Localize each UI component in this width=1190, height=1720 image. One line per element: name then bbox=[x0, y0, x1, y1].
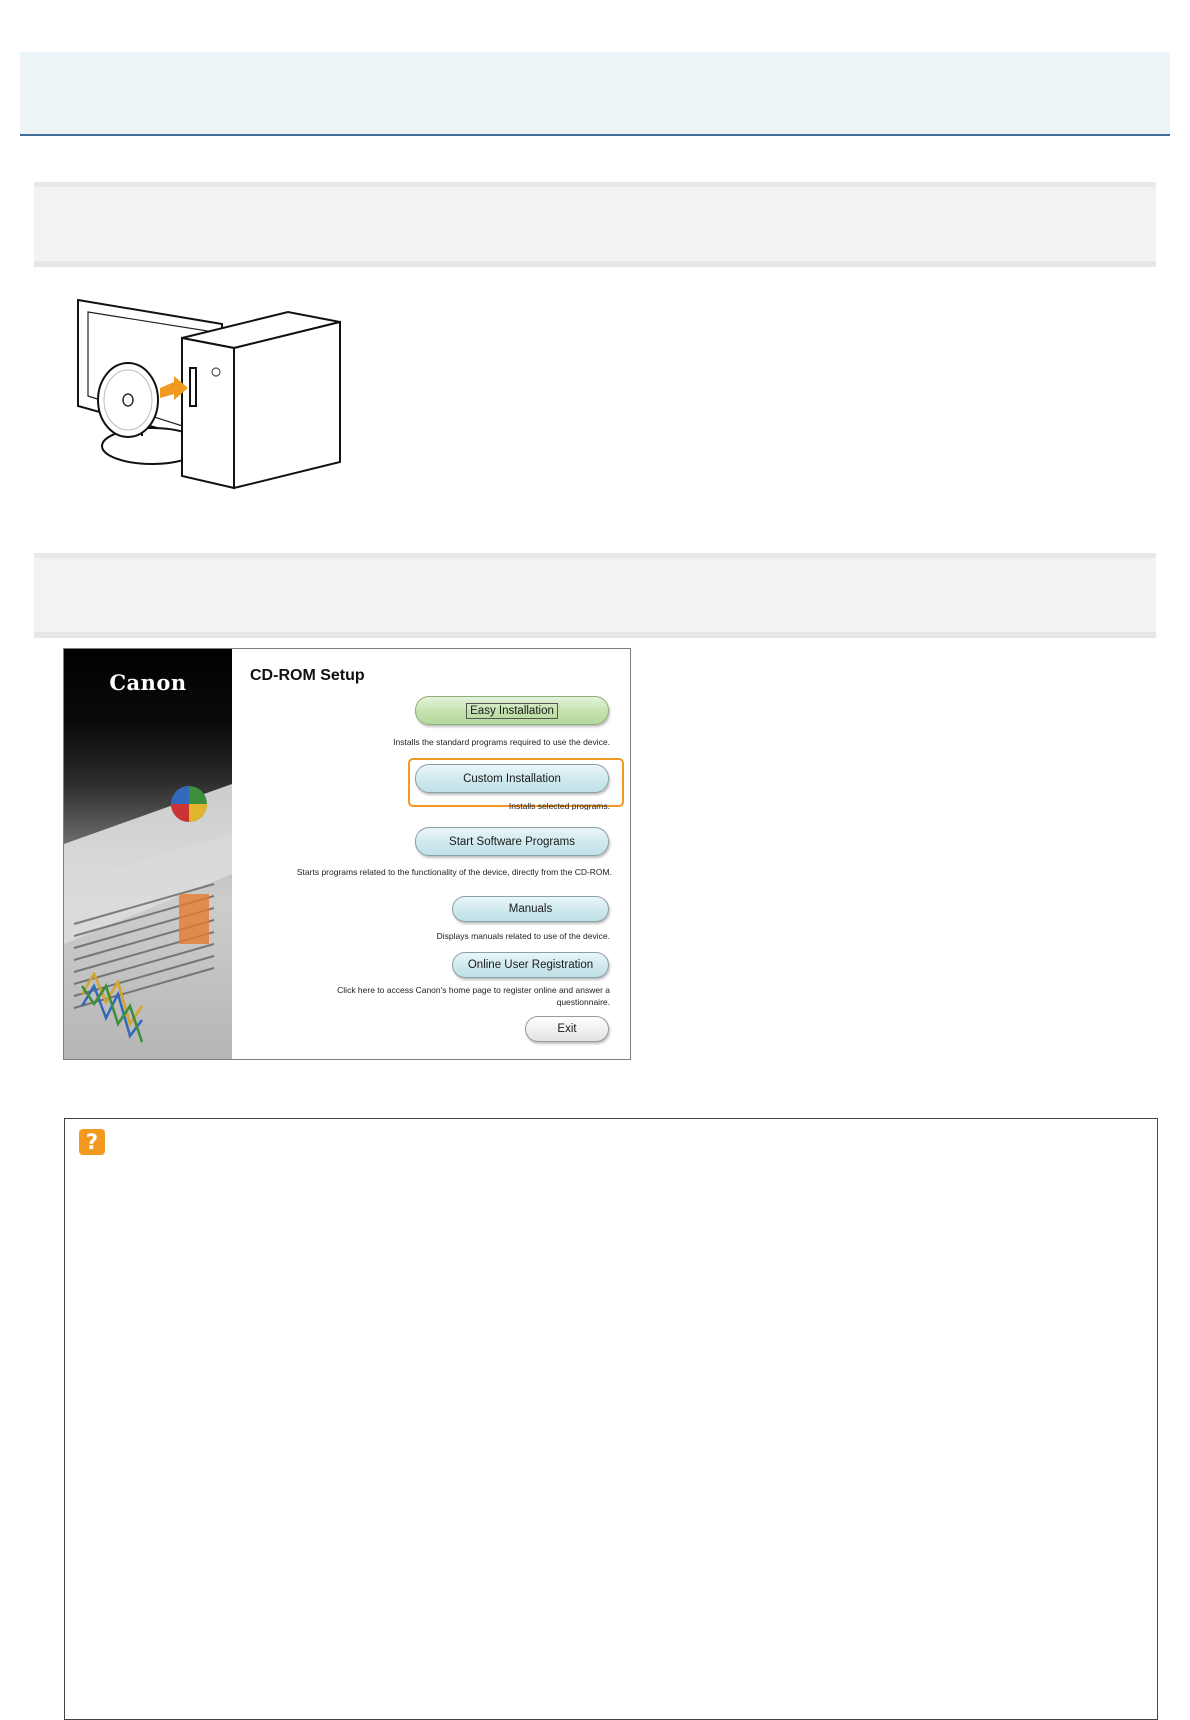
canon-logo: Canon bbox=[109, 670, 187, 695]
easy-installation-button[interactable] bbox=[415, 696, 609, 725]
exit-button[interactable]: Exit bbox=[525, 1016, 609, 1042]
setup-title: CD-ROM Setup bbox=[250, 667, 365, 684]
setup-side-panel bbox=[64, 649, 232, 1059]
page-header bbox=[20, 52, 1170, 136]
documents-artwork bbox=[64, 724, 232, 1059]
custom-installation-description: Installs selected programs. bbox=[508, 802, 610, 810]
step-bar-2 bbox=[34, 553, 1156, 638]
manuals-description: Displays manuals related to use of the device. bbox=[436, 931, 610, 941]
setup-main-panel bbox=[232, 649, 630, 1059]
cd-rom-setup-window bbox=[63, 648, 631, 1060]
easy-installation-description: Installs the standard programs required to use the device. bbox=[393, 737, 610, 747]
manuals-button[interactable]: Manuals bbox=[452, 896, 609, 922]
online-registration-description-line1: Click here to access Canon's home page to register online and answer a bbox=[337, 985, 610, 995]
insert-cd-illustration bbox=[72, 296, 352, 490]
custom-installation-button[interactable]: Custom Installation bbox=[415, 764, 609, 793]
online-registration-description-line2: questionnaire. bbox=[556, 997, 610, 1007]
online-user-registration-button[interactable]: Online User Registration bbox=[452, 952, 609, 978]
start-software-programs-description: Starts programs related to the functionality of the device, directly from the CD-ROM. bbox=[296, 867, 612, 877]
step-bar-1 bbox=[34, 182, 1156, 267]
question-icon: ? bbox=[79, 1129, 105, 1155]
hint-box bbox=[64, 1118, 1158, 1720]
easy-installation-label: Easy Installation bbox=[466, 703, 558, 719]
start-software-programs-button[interactable]: Start Software Programs bbox=[415, 827, 609, 856]
